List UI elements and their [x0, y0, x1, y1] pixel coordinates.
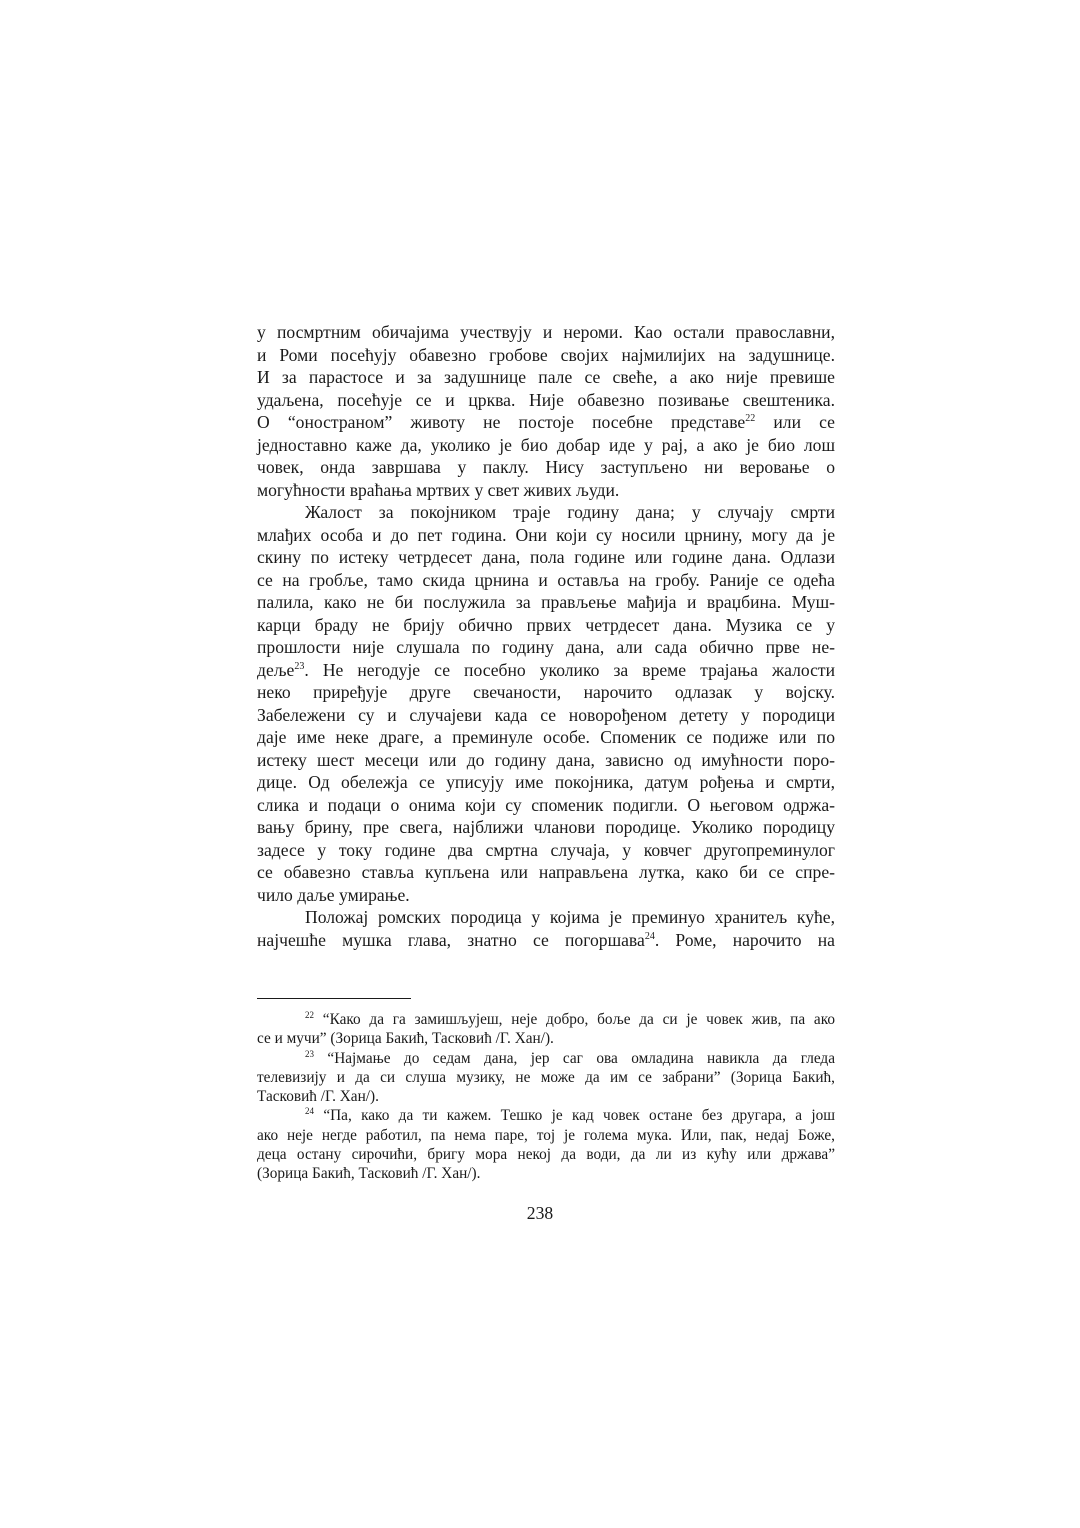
- body-line: млађих особа и до пет година. Они који су носили црнину, могу да је: [257, 524, 835, 545]
- body-line: карци браду не брију обично првих четрдесет дана. Музика се у: [257, 614, 835, 635]
- footnote-ref-22: 22: [745, 413, 756, 424]
- body-line: Положај ромских породица у којима је преминуо хранитељ куће,: [305, 907, 835, 927]
- body-line: [257, 411, 835, 434]
- footnote-text: “Па, како да ти кажем. Тешко је кад човек остане без другара, а још: [323, 1107, 836, 1125]
- body-line-text: О “оностраном” животу не постоје посебне представе: [257, 412, 746, 432]
- body-line: неко приређује друге свечаности, нарочито одлазак у војску.: [257, 682, 835, 702]
- footnote-separator: [257, 998, 411, 999]
- body-line: истеку шест месеци или до годину дана, зависно од имућности поро-: [257, 749, 835, 770]
- footnote-text: “Како да га замишљујеш, неје добро, боље да си је човек жив, па ако: [322, 1011, 835, 1028]
- footnote-number: 22: [305, 1010, 314, 1020]
- body-line: Забележени су и случајеви када се новорођеном детету у породици: [257, 704, 835, 725]
- body-line: дице. Од обележја се уписују име покојника, датум рођења и смрти,: [257, 772, 835, 792]
- body-line: скину по истеку четрдесет дана, пола године или године дана. Одлази: [257, 547, 835, 567]
- footnote-line: телевизију и да си слуша музику, не може да им се забрани” (Зорица Бакић,: [257, 1068, 835, 1086]
- footnote-line: (Зорица Бакић, Тасковић /Г. Хан/).: [257, 1165, 481, 1183]
- body-line: вању брину, пре свега, најближи чланови породице. Уколико породицу: [257, 817, 835, 837]
- body-line: И за парастосе и за задушнице пале се свеће, а ако није превише: [257, 367, 835, 387]
- footnote-line: се и мучи” (Зорица Бакић, Тасковић /Г. Хан/).: [257, 1030, 554, 1048]
- body-line: Жалост за покојником траје годину дана; у случају смрти: [305, 502, 835, 522]
- body-line-text: . Не негодује се посебно уколико за време трајања жалости: [304, 659, 835, 680]
- body-line: даје име неке драге, а преминуле особе. Споменик се подиже или по: [257, 727, 835, 747]
- body-line-text: најчешће мушка глава, знатно се погоршава: [257, 929, 645, 950]
- body-line: у посмртним обичајима учествују и нероми. Као остали православни,: [257, 322, 835, 342]
- body-line: човек, онда завршава у паклу. Нису заступљено ни веровање о: [257, 457, 835, 477]
- body-line-text: деље: [257, 659, 295, 680]
- footnote-text: “Најмање до седам дана, јер саг ова омладина навикла да гледа: [327, 1049, 835, 1067]
- body-line: се на гробље, тамо скида црнина и оставља на гробу. Раније се одећа: [257, 569, 835, 590]
- body-line: удаљена, посећује се и црква. Није обавезно позивање свештеника.: [257, 389, 835, 410]
- body-line: задесе у току године два смртна случаја, у ковчег другопреминулог: [257, 839, 835, 860]
- footnotes: [257, 1010, 835, 1184]
- body-line: [257, 929, 835, 952]
- body-line: слика и подаци о онима који су споменик подигли. О његовом одржа-: [257, 794, 835, 815]
- footnote-line: ако неје негде работил, па нема паре, тој је голема мука. Или, пак, недај Боже,: [257, 1126, 835, 1144]
- footnote-23: [257, 1049, 835, 1068]
- footnote-line: Тасковић /Г. Хан/).: [257, 1088, 379, 1106]
- body-line: могућности враћања мртвих у свет живих људи.: [257, 479, 620, 500]
- body-line: палила, како не би послужила за прављење мађија и враџбина. Муш-: [257, 592, 835, 612]
- body-line: се обавезно ставља купљена или направљена лутка, како би се спре-: [257, 862, 835, 882]
- footnote-ref-24: 24: [644, 930, 655, 942]
- body-text: [257, 321, 835, 951]
- page-number: 238: [526, 1203, 554, 1223]
- body-line: прошлости није слушала по годину дана, али сада обично прве не-: [257, 637, 835, 657]
- footnote-22: [257, 1010, 835, 1029]
- body-line: [257, 659, 835, 682]
- body-line: и Роми посећују обавезно гробове својих најмилијих на задушнице.: [257, 344, 835, 365]
- footnote-number: 23: [305, 1048, 314, 1059]
- body-line: чило даље умирање.: [257, 884, 410, 905]
- footnote-ref-23: 23: [294, 660, 305, 672]
- body-line: једноставно каже да, уколико је био добар иде у рај, а ако је био лош: [257, 434, 835, 455]
- body-line-text: . Роме, нарочито на: [654, 929, 835, 950]
- footnote-number: 24: [305, 1106, 314, 1117]
- footnote-line: деца остану сирочићи, бригу мора некој да води, да ли из кућу или држава”: [257, 1146, 835, 1164]
- footnote-24: [257, 1106, 835, 1125]
- body-line-text: или се: [755, 412, 835, 432]
